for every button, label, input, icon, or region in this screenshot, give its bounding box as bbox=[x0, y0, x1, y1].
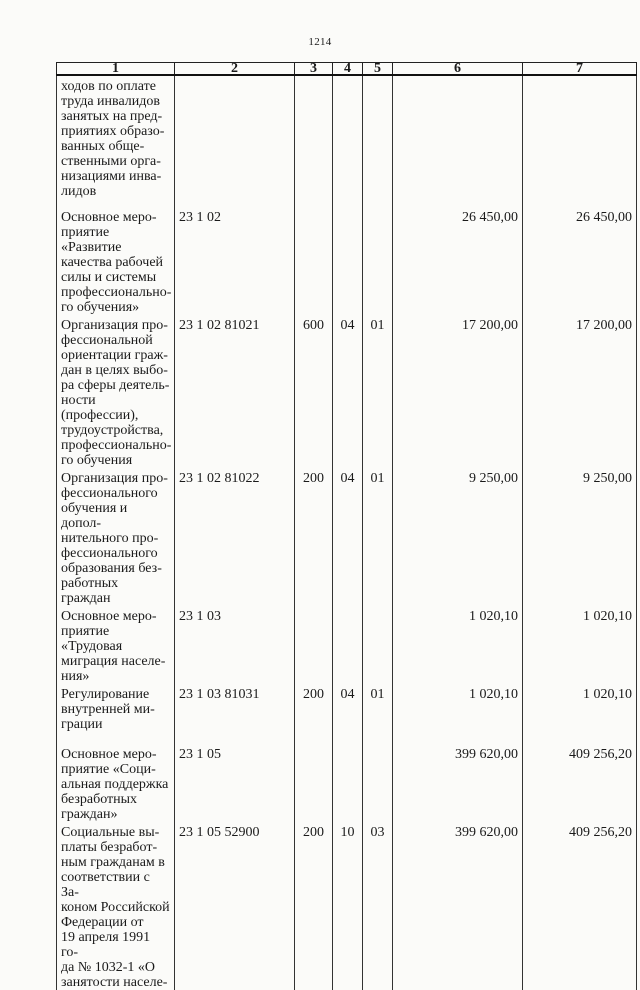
row-name-line: ванных обще- bbox=[61, 139, 145, 154]
row-col5-cell bbox=[363, 606, 393, 684]
header-col-4: 4 bbox=[333, 63, 363, 76]
row-value6-cell: 1 020,10 bbox=[393, 606, 523, 684]
row-name-line: образования без- bbox=[61, 561, 162, 576]
row-name-line: Организация про- bbox=[61, 318, 168, 333]
row-col3-cell: 200 bbox=[295, 684, 333, 744]
header-col-7: 7 bbox=[523, 63, 637, 76]
row-name-line: занятости населе- bbox=[61, 975, 168, 990]
row-name-line: нительного про- bbox=[61, 531, 159, 546]
row-value7-cell: 1 020,10 bbox=[523, 684, 637, 744]
row-col4-cell bbox=[333, 75, 363, 207]
row-name-line: коном Российской bbox=[61, 900, 170, 915]
row-name-line: Федерации от bbox=[61, 915, 144, 930]
row-name-line: ности (профессии), bbox=[61, 393, 139, 423]
row-name-line: Организация про- bbox=[61, 471, 168, 486]
row-code-cell: 23 1 02 81021 bbox=[175, 315, 295, 468]
table-body bbox=[57, 75, 637, 990]
row-name-line: да № 1032-1 «О bbox=[61, 960, 155, 975]
header-col-3: 3 bbox=[295, 63, 333, 76]
row-value7-cell: 17 200,00 bbox=[523, 315, 637, 468]
row-col5-cell: 01 bbox=[363, 468, 393, 606]
row-name-line: фессионального bbox=[61, 546, 158, 561]
row-col4-cell: 04 bbox=[333, 315, 363, 468]
row-value6-cell: 399 620,00 bbox=[393, 822, 523, 990]
table-row bbox=[57, 75, 637, 207]
table-row bbox=[57, 744, 637, 822]
row-name-cell bbox=[57, 207, 175, 315]
row-name-line: фессионального bbox=[61, 486, 158, 501]
row-col4-cell: 04 bbox=[333, 468, 363, 606]
header-col-1: 1 bbox=[57, 63, 175, 76]
row-name-line: профессионально- bbox=[61, 285, 172, 300]
row-code-cell: 23 1 02 81022 bbox=[175, 468, 295, 606]
row-col5-cell bbox=[363, 75, 393, 207]
row-name-line: ния» bbox=[61, 669, 90, 684]
row-col3-cell bbox=[295, 744, 333, 822]
row-name-cell bbox=[57, 315, 175, 468]
header-col-6: 6 bbox=[393, 63, 523, 76]
row-value7-cell: 1 020,10 bbox=[523, 606, 637, 684]
row-name-line: лидов bbox=[61, 184, 97, 199]
row-name-cell bbox=[57, 684, 175, 744]
table-row bbox=[57, 822, 637, 990]
row-col4-cell bbox=[333, 744, 363, 822]
page-number: 1214 bbox=[308, 36, 332, 48]
row-name-line: Социальные вы- bbox=[61, 825, 160, 840]
row-value7-cell bbox=[523, 75, 637, 207]
row-name-cell bbox=[57, 75, 175, 207]
row-value6-cell: 399 620,00 bbox=[393, 744, 523, 822]
row-name-line: 19 апреля 1991 го- bbox=[61, 930, 151, 960]
row-value6-cell: 1 020,10 bbox=[393, 684, 523, 744]
row-name-line: грации bbox=[61, 717, 103, 732]
row-name-line: внутренней ми- bbox=[61, 702, 155, 717]
row-name-line: соответствии с За- bbox=[61, 870, 150, 900]
row-code-cell: 23 1 03 bbox=[175, 606, 295, 684]
row-name-line: обучения и допол- bbox=[61, 501, 128, 531]
header-col-2: 2 bbox=[175, 63, 295, 76]
row-name-cell bbox=[57, 822, 175, 990]
row-name-line: ственными орга- bbox=[61, 154, 161, 169]
row-name-cell bbox=[57, 744, 175, 822]
row-name-line: труда инвалидов bbox=[61, 94, 161, 109]
header-col-5: 5 bbox=[363, 63, 393, 76]
row-col4-cell bbox=[333, 207, 363, 315]
row-value6-cell: 9 250,00 bbox=[393, 468, 523, 606]
row-col5-cell: 01 bbox=[363, 315, 393, 468]
row-col5-cell bbox=[363, 207, 393, 315]
row-name-line: альная поддержка bbox=[61, 777, 169, 792]
row-col3-cell bbox=[295, 207, 333, 315]
row-name-line: го обучения» bbox=[61, 300, 140, 315]
row-name-line: профессионально- bbox=[61, 438, 172, 453]
row-name-line: дан в целях выбо- bbox=[61, 363, 168, 378]
budget-table bbox=[56, 62, 637, 990]
row-code-cell: 23 1 02 bbox=[175, 207, 295, 315]
row-col4-cell: 04 bbox=[333, 684, 363, 744]
row-name-line: приятие «Трудовая bbox=[61, 624, 123, 654]
row-name-line: ным гражданам в bbox=[61, 855, 165, 870]
table-row bbox=[57, 207, 637, 315]
row-name-line: граждан» bbox=[61, 807, 118, 822]
row-value6-cell bbox=[393, 75, 523, 207]
row-name-line: миграция населе- bbox=[61, 654, 166, 669]
row-value7-cell: 409 256,20 bbox=[523, 744, 637, 822]
row-name-line: занятых на пред- bbox=[61, 109, 163, 124]
row-value7-cell: 26 450,00 bbox=[523, 207, 637, 315]
row-name-line: приятие «Развитие bbox=[61, 225, 122, 255]
row-name-line: ходов по оплате bbox=[61, 79, 156, 94]
row-name-line: Основное меро- bbox=[61, 747, 157, 762]
table-row bbox=[57, 468, 637, 606]
row-name-line: низациями инва- bbox=[61, 169, 162, 184]
row-name-line: безработных bbox=[61, 792, 138, 807]
row-col4-cell: 10 bbox=[333, 822, 363, 990]
row-code-cell: 23 1 05 bbox=[175, 744, 295, 822]
table-row bbox=[57, 606, 637, 684]
row-name-line: работных граждан bbox=[61, 576, 119, 606]
row-code-cell bbox=[175, 75, 295, 207]
table-row bbox=[57, 684, 637, 744]
row-name-line: Регулирование bbox=[61, 687, 150, 702]
row-name-line: силы и системы bbox=[61, 270, 157, 285]
row-name-cell bbox=[57, 606, 175, 684]
row-value6-cell: 26 450,00 bbox=[393, 207, 523, 315]
row-name-line: приятиях образо- bbox=[61, 124, 165, 139]
row-value6-cell: 17 200,00 bbox=[393, 315, 523, 468]
row-col3-cell: 200 bbox=[295, 822, 333, 990]
row-code-cell: 23 1 03 81031 bbox=[175, 684, 295, 744]
row-name-line: трудоустройства, bbox=[61, 423, 164, 438]
row-col5-cell: 03 bbox=[363, 822, 393, 990]
row-name-line: Основное меро- bbox=[61, 609, 157, 624]
row-name-line: платы безработ- bbox=[61, 840, 158, 855]
row-name-line: приятие «Соци- bbox=[61, 762, 156, 777]
row-col3-cell bbox=[295, 606, 333, 684]
row-name-cell bbox=[57, 468, 175, 606]
header-row bbox=[57, 63, 637, 76]
row-value7-cell: 9 250,00 bbox=[523, 468, 637, 606]
table-row bbox=[57, 315, 637, 468]
row-col4-cell bbox=[333, 606, 363, 684]
row-name-line: ра сферы деятель- bbox=[61, 378, 170, 393]
row-col5-cell: 01 bbox=[363, 684, 393, 744]
row-col3-cell: 200 bbox=[295, 468, 333, 606]
row-name-line: фессиональной bbox=[61, 333, 153, 348]
row-code-cell: 23 1 05 52900 bbox=[175, 822, 295, 990]
row-name-line: качества рабочей bbox=[61, 255, 164, 270]
row-col3-cell bbox=[295, 75, 333, 207]
row-col5-cell bbox=[363, 744, 393, 822]
row-name-line: го обучения bbox=[61, 453, 133, 468]
row-col3-cell: 600 bbox=[295, 315, 333, 468]
row-name-line: ориентации граж- bbox=[61, 348, 168, 363]
row-name-line: Основное меро- bbox=[61, 210, 157, 225]
row-value7-cell: 409 256,20 bbox=[523, 822, 637, 990]
